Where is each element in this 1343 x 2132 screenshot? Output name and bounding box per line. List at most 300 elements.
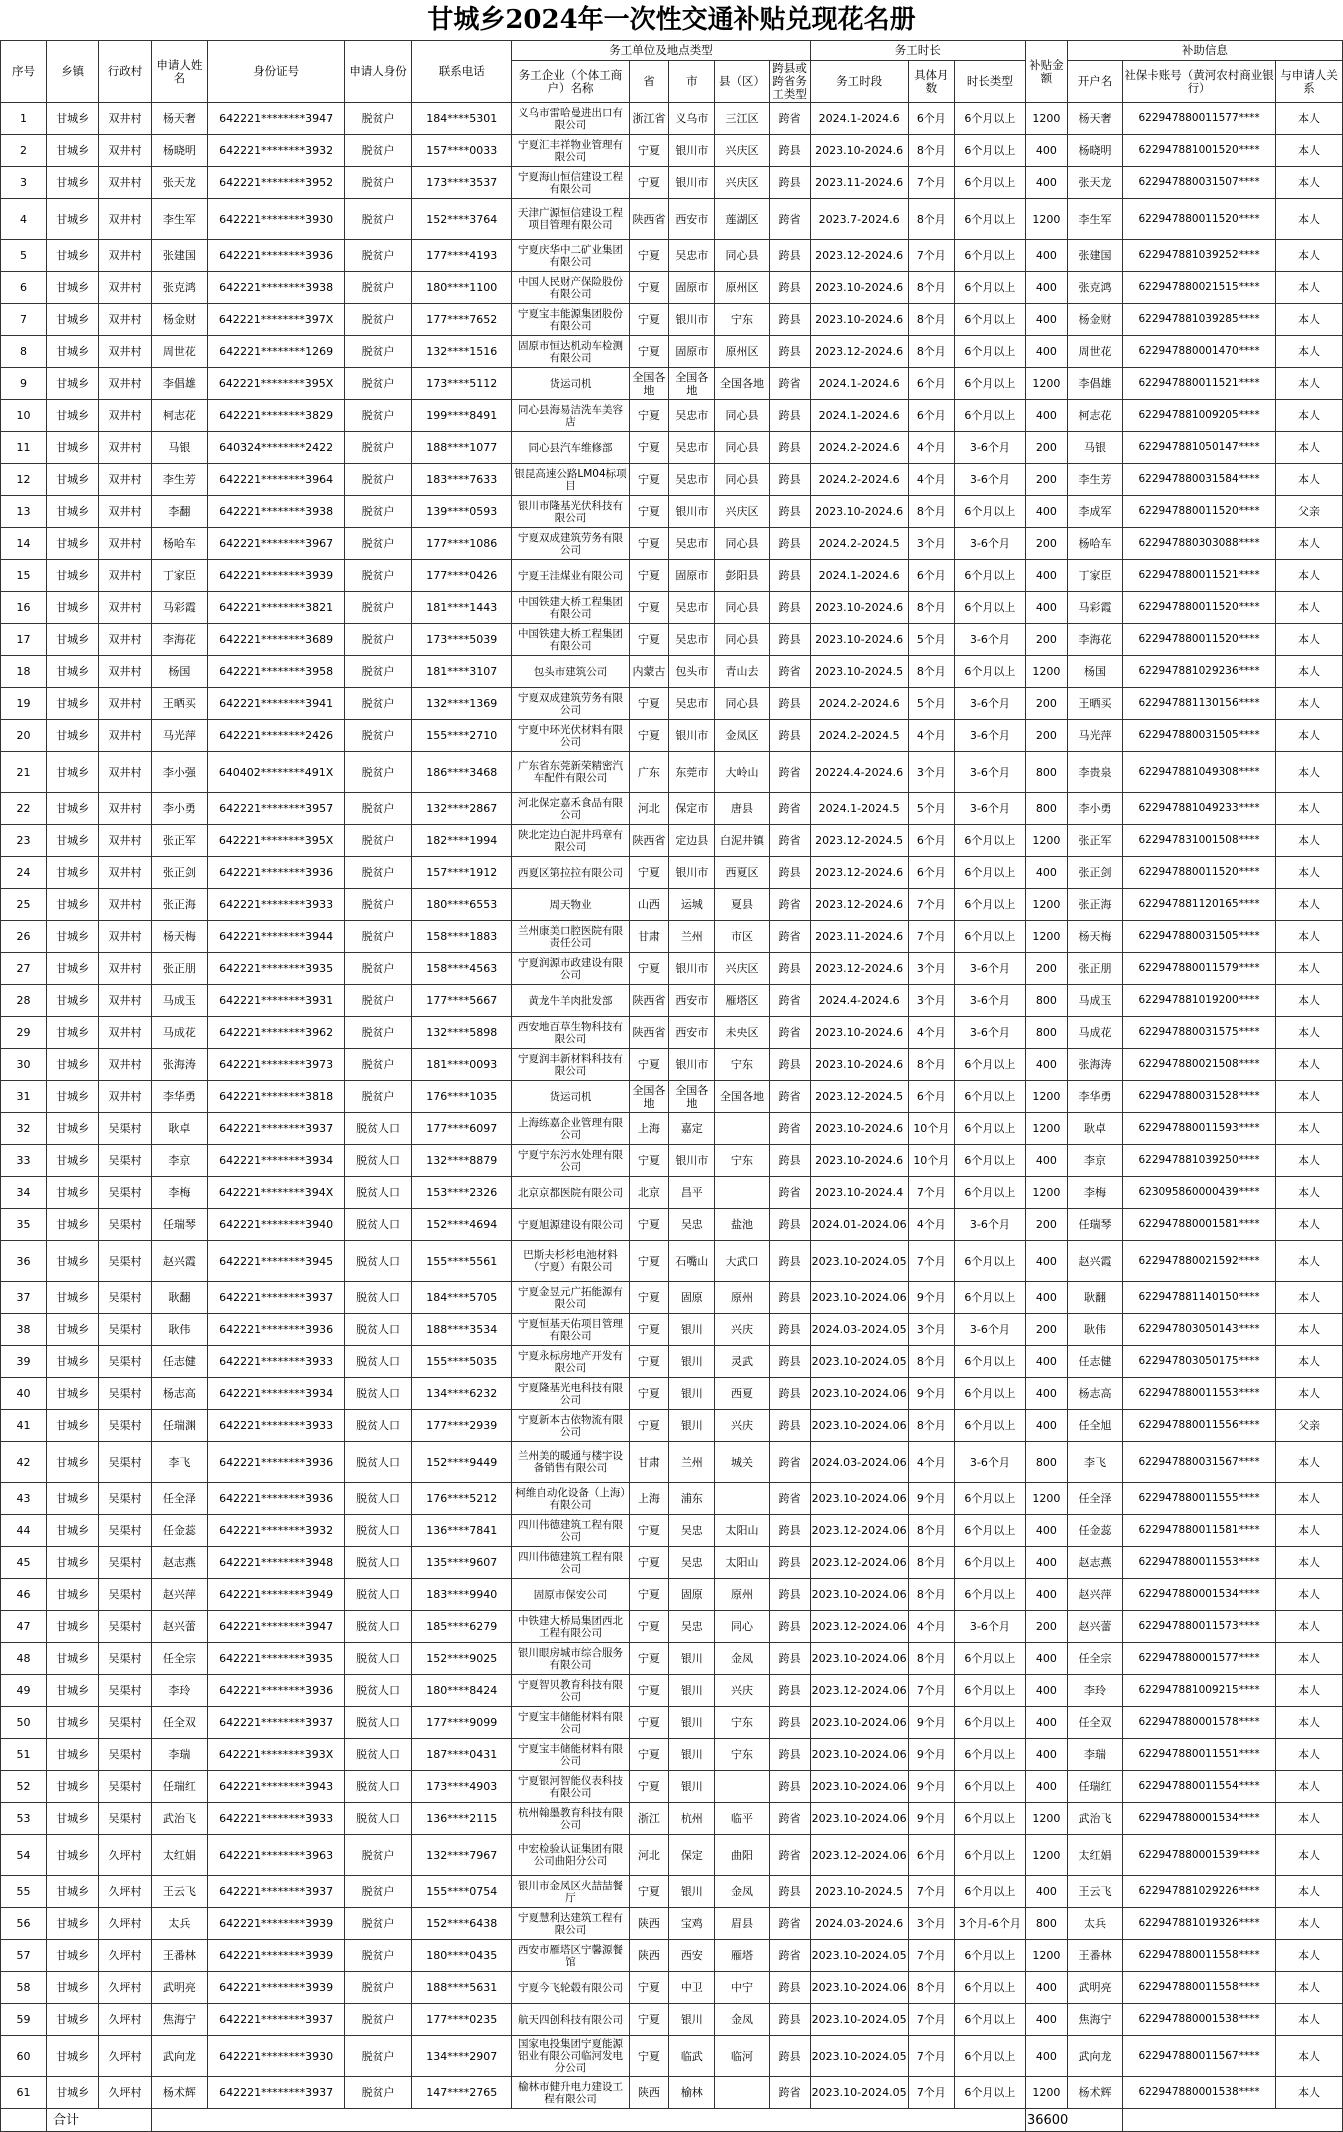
cell-months: 10个月 (908, 1113, 954, 1145)
cell-relation: 本人 (1275, 2004, 1342, 2036)
cell-duration-type: 3-6个月 (954, 953, 1025, 985)
cell-id-number: 642221********3931 (208, 985, 345, 1017)
cell-county: 同心县 (715, 624, 769, 656)
cell-city: 银川 (669, 1707, 715, 1739)
cell-cross-type: 跨县 (769, 1771, 810, 1803)
cell-account-holder: 李京 (1067, 1145, 1122, 1177)
cell-province: 宁夏 (629, 1410, 669, 1442)
cell-village: 吴渠村 (99, 1177, 151, 1209)
cell-account-holder: 张建国 (1067, 240, 1122, 272)
cell-account-holder: 李玲 (1067, 1675, 1122, 1707)
cell-seq: 30 (1, 1049, 47, 1081)
cell-village: 双井村 (99, 624, 151, 656)
cell-identity: 脱贫人口 (345, 1483, 412, 1515)
cell-relation: 本人 (1275, 1835, 1342, 1876)
table-row (1, 825, 1343, 857)
cell-account-holder: 李海花 (1067, 624, 1122, 656)
cell-company: 义乌市雷哈曼进出口有限公司 (512, 103, 629, 135)
table-row (1, 720, 1343, 752)
cell-village: 双井村 (99, 752, 151, 793)
cell-township: 甘城乡 (47, 1675, 99, 1707)
cell-applicant-name: 任瑞琴 (151, 1209, 207, 1241)
cell-id-number: 642221********3932 (208, 1515, 345, 1547)
cell-duration-type: 3个月-6个月 (954, 1908, 1025, 1940)
total-amount: 36600 (1025, 2109, 1122, 2132)
cell-identity: 脱贫人口 (345, 1410, 412, 1442)
cell-relation: 本人 (1275, 889, 1342, 921)
cell-subsidy-amount: 400 (1025, 135, 1067, 167)
cell-company: 宁夏银河智能仪表科技有限公司 (512, 1771, 629, 1803)
table-row (1, 2004, 1343, 2036)
table-footer (1, 2109, 1343, 2132)
cell-village: 吴渠村 (99, 1739, 151, 1771)
cell-company: 天津广源恒信建设工程项目管理有限公司 (512, 199, 629, 240)
cell-relation: 本人 (1275, 1739, 1342, 1771)
cell-company: 宁夏隆基光电科技有限公司 (512, 1378, 629, 1410)
cell-subsidy-amount: 400 (1025, 592, 1067, 624)
roster-table (0, 40, 1343, 2132)
cell-id-number: 642221********3936 (208, 857, 345, 889)
cell-county: 同心县 (715, 400, 769, 432)
cell-months: 8个月 (908, 199, 954, 240)
cell-city: 银川 (669, 1876, 715, 1908)
cell-account-holder: 焦海宁 (1067, 2004, 1122, 2036)
cell-township: 甘城乡 (47, 1940, 99, 1972)
table-row (1, 985, 1343, 1017)
cell-months: 6个月 (908, 400, 954, 432)
cell-province: 陕西省 (629, 199, 669, 240)
cell-account-holder: 耿翻 (1067, 1282, 1122, 1314)
cell-village: 双井村 (99, 720, 151, 752)
cell-seq: 17 (1, 624, 47, 656)
cell-subsidy-amount: 200 (1025, 720, 1067, 752)
cell-county: 西夏区 (715, 857, 769, 889)
cell-phone: 180****8424 (412, 1675, 512, 1707)
cell-account-number: 622947880011553**** (1123, 1378, 1276, 1410)
cell-seq: 22 (1, 793, 47, 825)
cell-village: 吴渠村 (99, 1346, 151, 1378)
cell-province: 宁夏 (629, 1972, 669, 2004)
cell-account-holder: 杨金财 (1067, 304, 1122, 336)
cell-city: 全国各地 (669, 368, 715, 400)
cell-township: 甘城乡 (47, 272, 99, 304)
cell-city: 银川 (669, 1675, 715, 1707)
cell-subsidy-amount: 1200 (1025, 1113, 1067, 1145)
cell-relation: 本人 (1275, 199, 1342, 240)
cell-subsidy-amount: 800 (1025, 1442, 1067, 1483)
cell-village: 吴渠村 (99, 1643, 151, 1675)
cell-applicant-name: 任全双 (151, 1707, 207, 1739)
cell-account-number: 622947880011567**** (1123, 2036, 1276, 2077)
cell-account-number: 622947881039285**** (1123, 304, 1276, 336)
cell-village: 吴渠村 (99, 1410, 151, 1442)
cell-township: 甘城乡 (47, 889, 99, 921)
cell-phone: 134****6232 (412, 1378, 512, 1410)
cell-township: 甘城乡 (47, 1643, 99, 1675)
cell-county (715, 1177, 769, 1209)
cell-seq: 35 (1, 1209, 47, 1241)
cell-seq: 41 (1, 1410, 47, 1442)
cell-relation: 本人 (1275, 560, 1342, 592)
cell-work-period: 2023.12-2024.6 (810, 857, 908, 889)
cell-county: 原州 (715, 1579, 769, 1611)
cell-cross-type: 跨县 (769, 1241, 810, 1282)
cell-applicant-name: 马银 (151, 432, 207, 464)
cell-relation: 本人 (1275, 2077, 1342, 2109)
cell-duration-type: 6个月以上 (954, 2004, 1025, 2036)
cell-relation: 本人 (1275, 624, 1342, 656)
cell-duration-type: 6个月以上 (954, 857, 1025, 889)
cell-township: 甘城乡 (47, 304, 99, 336)
header-county: 县（区） (715, 61, 769, 103)
cell-village: 双井村 (99, 1049, 151, 1081)
table-row (1, 167, 1343, 199)
cell-months: 5个月 (908, 688, 954, 720)
cell-id-number: 642221********3941 (208, 688, 345, 720)
cell-work-period: 2024.1-2024.6 (810, 103, 908, 135)
cell-province: 宁夏 (629, 1876, 669, 1908)
cell-county: 兴庆 (715, 1410, 769, 1442)
cell-months: 7个月 (908, 1675, 954, 1707)
cell-cross-type: 跨县 (769, 2004, 810, 2036)
cell-duration-type: 6个月以上 (954, 1282, 1025, 1314)
cell-cross-type: 跨省 (769, 1442, 810, 1483)
cell-province: 陕西省 (629, 825, 669, 857)
cell-phone: 173****5112 (412, 368, 512, 400)
cell-work-period: 2023.10-2024.5 (810, 1876, 908, 1908)
cell-city: 吴忠 (669, 1611, 715, 1643)
cell-relation: 本人 (1275, 1547, 1342, 1579)
cell-phone: 184****5705 (412, 1282, 512, 1314)
cell-seq: 19 (1, 688, 47, 720)
table-row (1, 1346, 1343, 1378)
cell-phone: 184****5301 (412, 103, 512, 135)
cell-phone: 157****0033 (412, 135, 512, 167)
cell-province: 全国各地 (629, 1081, 669, 1113)
cell-township: 甘城乡 (47, 560, 99, 592)
cell-work-period: 2023.10-2024.05 (810, 2036, 908, 2077)
cell-account-holder: 杨术辉 (1067, 2077, 1122, 2109)
cell-village: 双井村 (99, 793, 151, 825)
cell-village: 双井村 (99, 528, 151, 560)
cell-id-number: 642221********3936 (208, 1314, 345, 1346)
cell-county: 唐县 (715, 793, 769, 825)
cell-id-number: 642221********3944 (208, 921, 345, 953)
cell-company: 中国人民财产保险股份有限公司 (512, 272, 629, 304)
cell-subsidy-amount: 400 (1025, 1579, 1067, 1611)
cell-account-holder: 张海涛 (1067, 1049, 1122, 1081)
cell-account-number: 622947880021592**** (1123, 1241, 1276, 1282)
cell-applicant-name: 李小强 (151, 752, 207, 793)
table-row (1, 1643, 1343, 1675)
table-row (1, 1177, 1343, 1209)
cell-province: 宁夏 (629, 240, 669, 272)
cell-subsidy-amount: 200 (1025, 1314, 1067, 1346)
cell-county: 同心县 (715, 464, 769, 496)
cell-relation: 本人 (1275, 720, 1342, 752)
cell-duration-type: 6个月以上 (954, 560, 1025, 592)
cell-company: 国家电投集团宁夏能源铝业有限公司临河发电分公司 (512, 2036, 629, 2077)
cell-city: 嘉定 (669, 1113, 715, 1145)
cell-phone: 177****4193 (412, 240, 512, 272)
table-row (1, 592, 1343, 624)
table-row (1, 1675, 1343, 1707)
cell-duration-type: 6个月以上 (954, 167, 1025, 199)
cell-village: 双井村 (99, 103, 151, 135)
total-label: 合计 (47, 2109, 152, 2132)
cell-county (715, 1771, 769, 1803)
cell-work-period: 2024.2-2024.5 (810, 720, 908, 752)
cell-township: 甘城乡 (47, 1739, 99, 1771)
cell-id-number: 642221********1269 (208, 336, 345, 368)
cell-subsidy-amount: 800 (1025, 752, 1067, 793)
cell-company: 黄龙牛羊肉批发部 (512, 985, 629, 1017)
cell-months: 8个月 (908, 1515, 954, 1547)
cell-work-period: 2024.01-2024.06 (810, 1209, 908, 1241)
cell-county: 同心 (715, 1611, 769, 1643)
table-row (1, 624, 1343, 656)
header-account: 社保卡账号（黄河农村商业银行） (1123, 61, 1276, 103)
cell-county: 同心县 (715, 688, 769, 720)
cell-relation: 本人 (1275, 304, 1342, 336)
cell-village: 久坪村 (99, 1940, 151, 1972)
cell-duration-type: 6个月以上 (954, 304, 1025, 336)
cell-township: 甘城乡 (47, 167, 99, 199)
cell-relation: 父亲 (1275, 1410, 1342, 1442)
cell-subsidy-amount: 1200 (1025, 1081, 1067, 1113)
cell-months: 7个月 (908, 889, 954, 921)
cell-company: 宁夏永标房地产开发有限公司 (512, 1346, 629, 1378)
cell-cross-type: 跨省 (769, 1940, 810, 1972)
cell-township: 甘城乡 (47, 1835, 99, 1876)
cell-relation: 本人 (1275, 1707, 1342, 1739)
cell-months: 4个月 (908, 1209, 954, 1241)
cell-account-holder: 赵兴萍 (1067, 1579, 1122, 1611)
table-row (1, 1771, 1343, 1803)
footer-empty (1, 2109, 47, 2132)
cell-account-holder: 耿卓 (1067, 1113, 1122, 1145)
cell-phone: 177****7652 (412, 304, 512, 336)
table-row (1, 688, 1343, 720)
cell-village: 双井村 (99, 560, 151, 592)
cell-identity: 脱贫人口 (345, 1611, 412, 1643)
cell-company: 兰州康美口腔医院有限责任公司 (512, 921, 629, 953)
cell-duration-type: 6个月以上 (954, 1643, 1025, 1675)
cell-relation: 本人 (1275, 1771, 1342, 1803)
cell-subsidy-amount: 1200 (1025, 103, 1067, 135)
cell-duration-type: 3-6个月 (954, 528, 1025, 560)
cell-account-holder: 杨晓明 (1067, 135, 1122, 167)
cell-id-number: 642221********394X (208, 1177, 345, 1209)
cell-applicant-name: 张正海 (151, 889, 207, 921)
table-row (1, 1515, 1343, 1547)
cell-identity: 脱贫人口 (345, 1643, 412, 1675)
cell-cross-type: 跨省 (769, 825, 810, 857)
cell-village: 吴渠村 (99, 1209, 151, 1241)
cell-village: 吴渠村 (99, 1611, 151, 1643)
cell-village: 久坪村 (99, 1835, 151, 1876)
cell-relation: 本人 (1275, 1908, 1342, 1940)
cell-id-number: 642221********393X (208, 1739, 345, 1771)
cell-township: 甘城乡 (47, 624, 99, 656)
cell-duration-type: 6个月以上 (954, 656, 1025, 688)
cell-village: 久坪村 (99, 2077, 151, 2109)
cell-months: 7个月 (908, 2004, 954, 2036)
cell-county: 未央区 (715, 1017, 769, 1049)
cell-account-holder: 李倡雄 (1067, 368, 1122, 400)
cell-work-period: 2023.10-2024.6 (810, 1145, 908, 1177)
cell-province: 宁夏 (629, 496, 669, 528)
cell-seq: 26 (1, 921, 47, 953)
table-row (1, 1908, 1343, 1940)
cell-province: 山西 (629, 889, 669, 921)
cell-months: 9个月 (908, 1771, 954, 1803)
cell-identity: 脱贫人口 (345, 1771, 412, 1803)
cell-seq: 16 (1, 592, 47, 624)
cell-id-number: 642221********3937 (208, 1707, 345, 1739)
table-header (1, 41, 1343, 103)
header-name: 申请人姓名 (151, 41, 207, 103)
cell-work-period: 2023.10-2024.06 (810, 1771, 908, 1803)
cell-province: 上海 (629, 1483, 669, 1515)
cell-province: 甘肃 (629, 1442, 669, 1483)
cell-seq: 44 (1, 1515, 47, 1547)
table-row (1, 528, 1343, 560)
cell-phone: 188****1077 (412, 432, 512, 464)
cell-applicant-name: 李京 (151, 1145, 207, 1177)
cell-months: 10个月 (908, 1145, 954, 1177)
cell-work-period: 2023.10-2024.6 (810, 1049, 908, 1081)
cell-relation: 本人 (1275, 528, 1342, 560)
cell-county: 兴庆区 (715, 496, 769, 528)
cell-work-period: 2023.10-2024.6 (810, 1017, 908, 1049)
cell-months: 4个月 (908, 1611, 954, 1643)
cell-account-number: 623095860000439**** (1123, 1177, 1276, 1209)
cell-work-period: 2023.12-2024.6 (810, 240, 908, 272)
cell-province: 宁夏 (629, 624, 669, 656)
cell-county: 中宁 (715, 1972, 769, 2004)
header-amount: 补贴金额 (1025, 41, 1067, 103)
cell-township: 甘城乡 (47, 1346, 99, 1378)
cell-work-period: 2023.10-2024.05 (810, 1940, 908, 1972)
cell-seq: 43 (1, 1483, 47, 1515)
cell-work-period: 2023.12-2024.6 (810, 953, 908, 985)
cell-months: 5个月 (908, 793, 954, 825)
cell-cross-type: 跨省 (769, 1113, 810, 1145)
cell-seq: 14 (1, 528, 47, 560)
cell-city: 银川市 (669, 720, 715, 752)
cell-subsidy-amount: 1200 (1025, 1483, 1067, 1515)
cell-township: 甘城乡 (47, 1908, 99, 1940)
cell-applicant-name: 赵兴霞 (151, 1241, 207, 1282)
cell-cross-type: 跨县 (769, 1972, 810, 2004)
table-row (1, 1739, 1343, 1771)
cell-subsidy-amount: 400 (1025, 1145, 1067, 1177)
cell-phone: 132****5898 (412, 1017, 512, 1049)
cell-identity: 脱贫户 (345, 2004, 412, 2036)
cell-applicant-name: 杨金财 (151, 304, 207, 336)
cell-months: 7个月 (908, 1940, 954, 1972)
cell-applicant-name: 任全泽 (151, 1483, 207, 1515)
cell-account-holder: 任全泽 (1067, 1483, 1122, 1515)
cell-subsidy-amount: 1200 (1025, 199, 1067, 240)
cell-township: 甘城乡 (47, 1515, 99, 1547)
cell-county (715, 1113, 769, 1145)
cell-subsidy-amount: 400 (1025, 1282, 1067, 1314)
cell-county: 曲阳 (715, 1835, 769, 1876)
cell-cross-type: 跨县 (769, 1707, 810, 1739)
cell-duration-type: 6个月以上 (954, 2077, 1025, 2109)
cell-cross-type: 跨省 (769, 921, 810, 953)
header-identity: 申请人身份 (345, 41, 412, 103)
cell-relation: 本人 (1275, 1483, 1342, 1515)
cell-province: 甘肃 (629, 921, 669, 953)
cell-city: 昌平 (669, 1177, 715, 1209)
cell-subsidy-amount: 200 (1025, 1209, 1067, 1241)
cell-cross-type: 跨县 (769, 1378, 810, 1410)
cell-city: 西安 (669, 1940, 715, 1972)
cell-account-holder: 武明亮 (1067, 1972, 1122, 2004)
cell-seq: 58 (1, 1972, 47, 2004)
cell-seq: 2 (1, 135, 47, 167)
cell-relation: 本人 (1275, 921, 1342, 953)
cell-work-period: 2023.10-2024.05 (810, 2077, 908, 2109)
cell-account-holder: 李贵泉 (1067, 752, 1122, 793)
cell-province: 宁夏 (629, 1675, 669, 1707)
table-row (1, 921, 1343, 953)
cell-relation: 本人 (1275, 1579, 1342, 1611)
cell-work-period: 2024.2-2024.6 (810, 688, 908, 720)
cell-province: 浙江 (629, 1803, 669, 1835)
cell-applicant-name: 耿卓 (151, 1113, 207, 1145)
cell-work-period: 2024.1-2024.6 (810, 368, 908, 400)
cell-city: 浦东 (669, 1483, 715, 1515)
cell-city: 吴忠市 (669, 400, 715, 432)
cell-phone: 177****5667 (412, 985, 512, 1017)
cell-township: 甘城乡 (47, 592, 99, 624)
cell-village: 双井村 (99, 688, 151, 720)
cell-city: 吴忠市 (669, 464, 715, 496)
cell-city: 银川 (669, 1739, 715, 1771)
table-row (1, 1876, 1343, 1908)
cell-account-holder: 马成花 (1067, 1017, 1122, 1049)
cell-subsidy-amount: 1200 (1025, 2077, 1067, 2109)
cell-account-number: 622947880031528**** (1123, 1081, 1276, 1113)
cell-province: 宁夏 (629, 528, 669, 560)
cell-duration-type: 3-6个月 (954, 688, 1025, 720)
table-row (1, 2036, 1343, 2077)
cell-city: 西安市 (669, 199, 715, 240)
cell-village: 双井村 (99, 592, 151, 624)
cell-cross-type: 跨省 (769, 1908, 810, 1940)
header-subsidy-group: 补助信息 (1067, 41, 1342, 61)
cell-village: 双井村 (99, 135, 151, 167)
cell-identity: 脱贫人口 (345, 1209, 412, 1241)
cell-identity: 脱贫人口 (345, 1442, 412, 1483)
cell-phone: 182****1994 (412, 825, 512, 857)
table-row (1, 400, 1343, 432)
cell-county: 太阳山 (715, 1515, 769, 1547)
cell-cross-type: 跨省 (769, 2077, 810, 2109)
cell-township: 甘城乡 (47, 1442, 99, 1483)
cell-relation: 本人 (1275, 752, 1342, 793)
cell-cross-type: 跨县 (769, 432, 810, 464)
cell-relation: 本人 (1275, 464, 1342, 496)
cell-province: 宁夏 (629, 336, 669, 368)
cell-city: 西安市 (669, 985, 715, 1017)
cell-city: 吴忠市 (669, 624, 715, 656)
cell-applicant-name: 王番林 (151, 1940, 207, 1972)
